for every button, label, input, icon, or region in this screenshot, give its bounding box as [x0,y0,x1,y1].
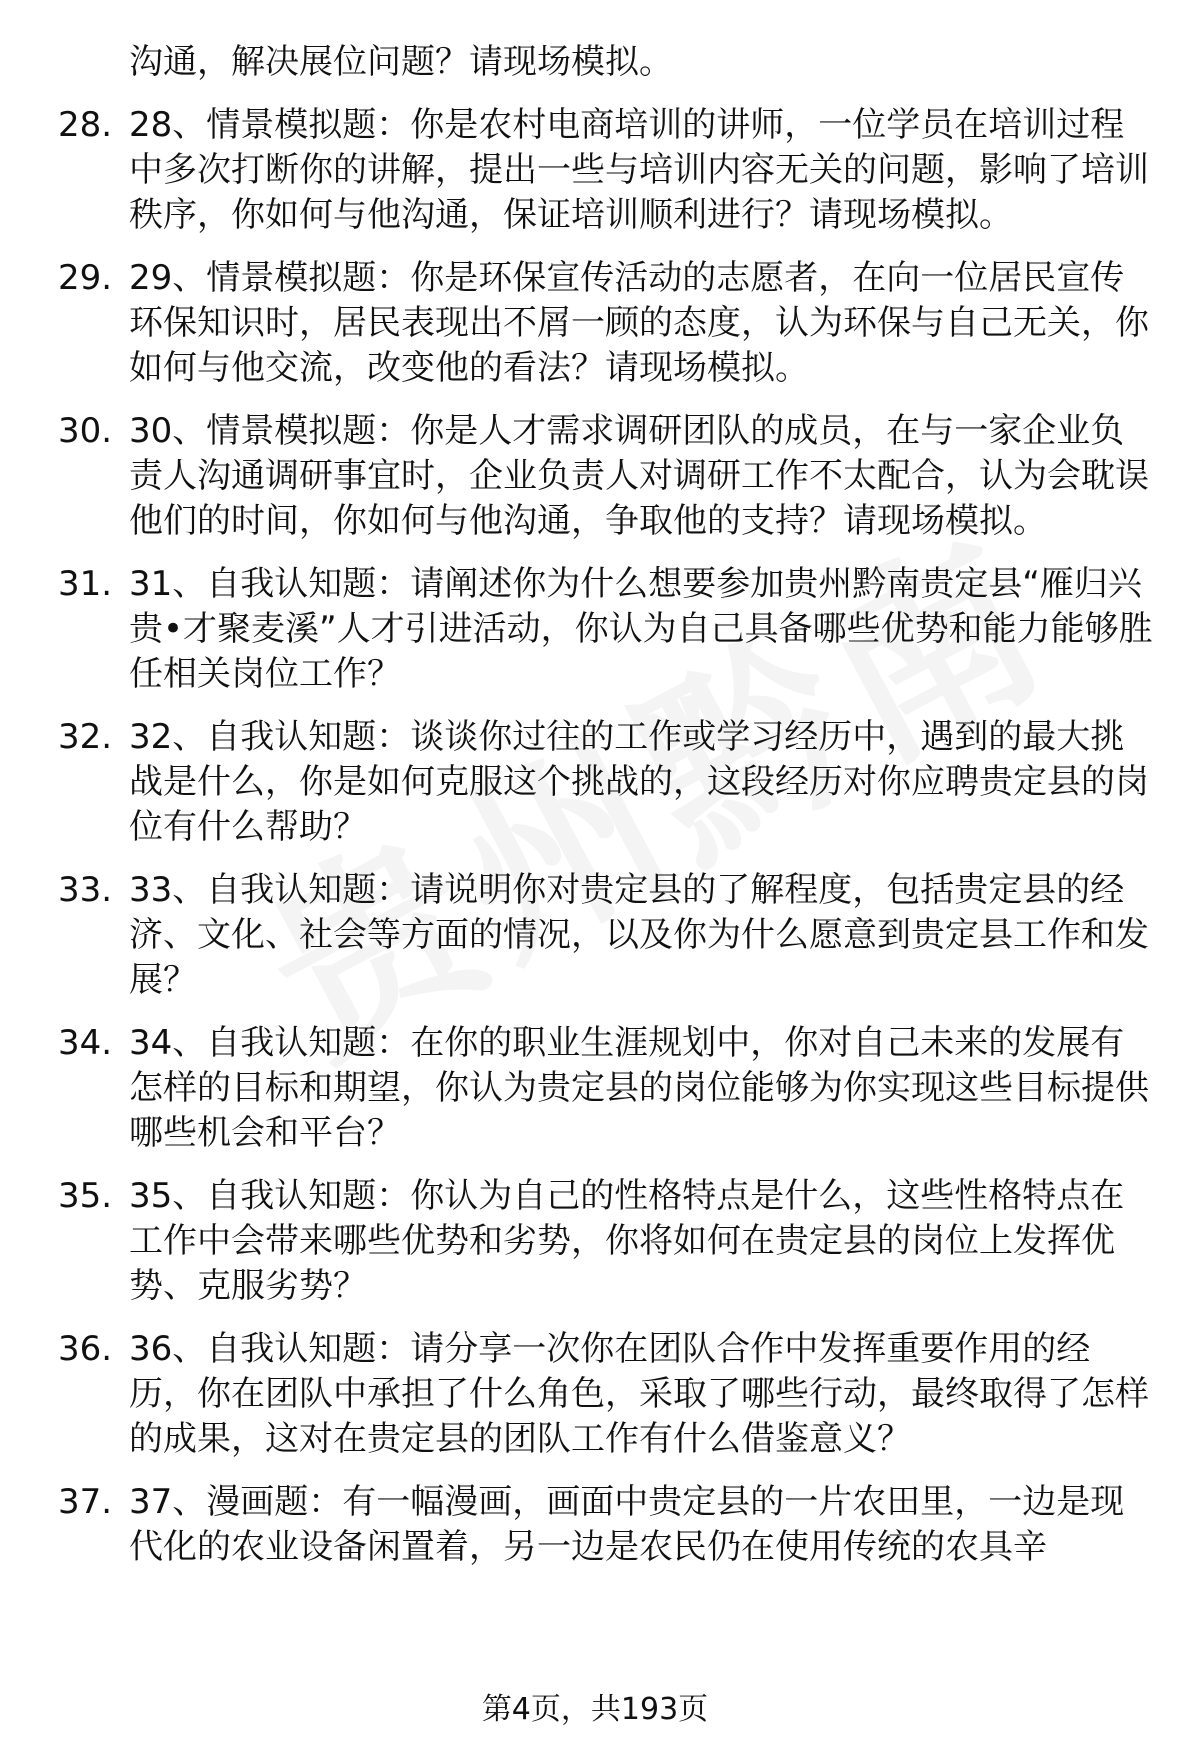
item-number: 29. [58,258,113,298]
item-number: 35. [58,1176,113,1216]
list-item [58,256,1158,391]
item-number: 33. [58,870,113,910]
list-item [58,1021,1158,1156]
item-number: 34. [58,1023,113,1063]
list-item [58,1480,1158,1570]
question-list [58,40,1158,1588]
list-item [58,868,1158,1003]
item-number: 36. [58,1329,113,1369]
item-text: 31、自我认知题：请阐述你为什么想要参加贵州黔南贵定县“雁归兴贵•才聚麦溪”人才引进活动，你认为自己具备哪些优势和能力能够胜任相关岗位工作？ [129,564,1153,694]
item-text: 35、自我认知题：你认为自己的性格特点是什么，这些性格特点在工作中会带来哪些优势和劣势，你将如何在贵定县的岗位上发挥优势、克服劣势？ [129,1176,1125,1306]
list-item [58,562,1158,697]
list-item [58,409,1158,544]
list-item [58,103,1158,238]
item-text: 34、自我认知题：在你的职业生涯规划中，你对自己未来的发展有怎样的目标和期望，你认为贵定县的岗位能够为你实现这些目标提供哪些机会和平台？ [129,1023,1149,1153]
item-text: 30、情景模拟题：你是人才需求调研团队的成员，在与一家企业负责人沟通调研事宜时，企业负责人对调研工作不太配合，认为会耽误他们的时间，你如何与他沟通，争取他的支持？请现场模拟。 [129,411,1149,541]
item-text: 29、情景模拟题：你是环保宣传活动的志愿者，在向一位居民宣传环保知识时，居民表现出不屑一顾的态度，认为环保与自己无关，你如何与他交流，改变他的看法？请现场模拟。 [129,258,1149,388]
item-text: 37、漫画题：有一幅漫画，画面中贵定县的一片农田里，一边是现代化的农业设备闲置着，另一边是农民仍在使用传统的农具辛 [129,1482,1125,1567]
item-text: 32、自我认知题：谈谈你过往的工作或学习经历中，遇到的最大挑战是什么，你是如何克服这个挑战的，这段经历对你应聘贵定县的岗位有什么帮助？ [129,717,1149,847]
item-number: 37. [58,1482,113,1522]
item-number: 31. [58,564,113,604]
item-text: 36、自我认知题：请分享一次你在团队合作中发挥重要作用的经历，你在团队中承担了什么角色，采取了哪些行动，最终取得了怎样的成果，这对在贵定县的团队工作有什么借鉴意义？ [129,1329,1149,1459]
list-item [58,1174,1158,1309]
list-item [58,715,1158,850]
item-number: 30. [58,411,113,451]
page-footer: 第4页，共193页 [481,1692,709,1727]
list-item [58,1327,1158,1462]
continuation-text: 沟通，解决展位问题？请现场模拟。 [129,42,673,82]
item-text: 28、情景模拟题：你是农村电商培训的讲师，一位学员在培训过程中多次打断你的讲解，提出一些与培训内容无关的问题，影响了培训秩序，你如何与他沟通，保证培训顺利进行？请现场模拟。 [129,105,1149,235]
item-text: 33、自我认知题：请说明你对贵定县的了解程度，包括贵定县的经济、文化、社会等方面的情况，以及你为什么愿意到贵定县工作和发展？ [129,870,1149,1000]
item-number: 28. [58,105,113,145]
item-number: 32. [58,717,113,757]
